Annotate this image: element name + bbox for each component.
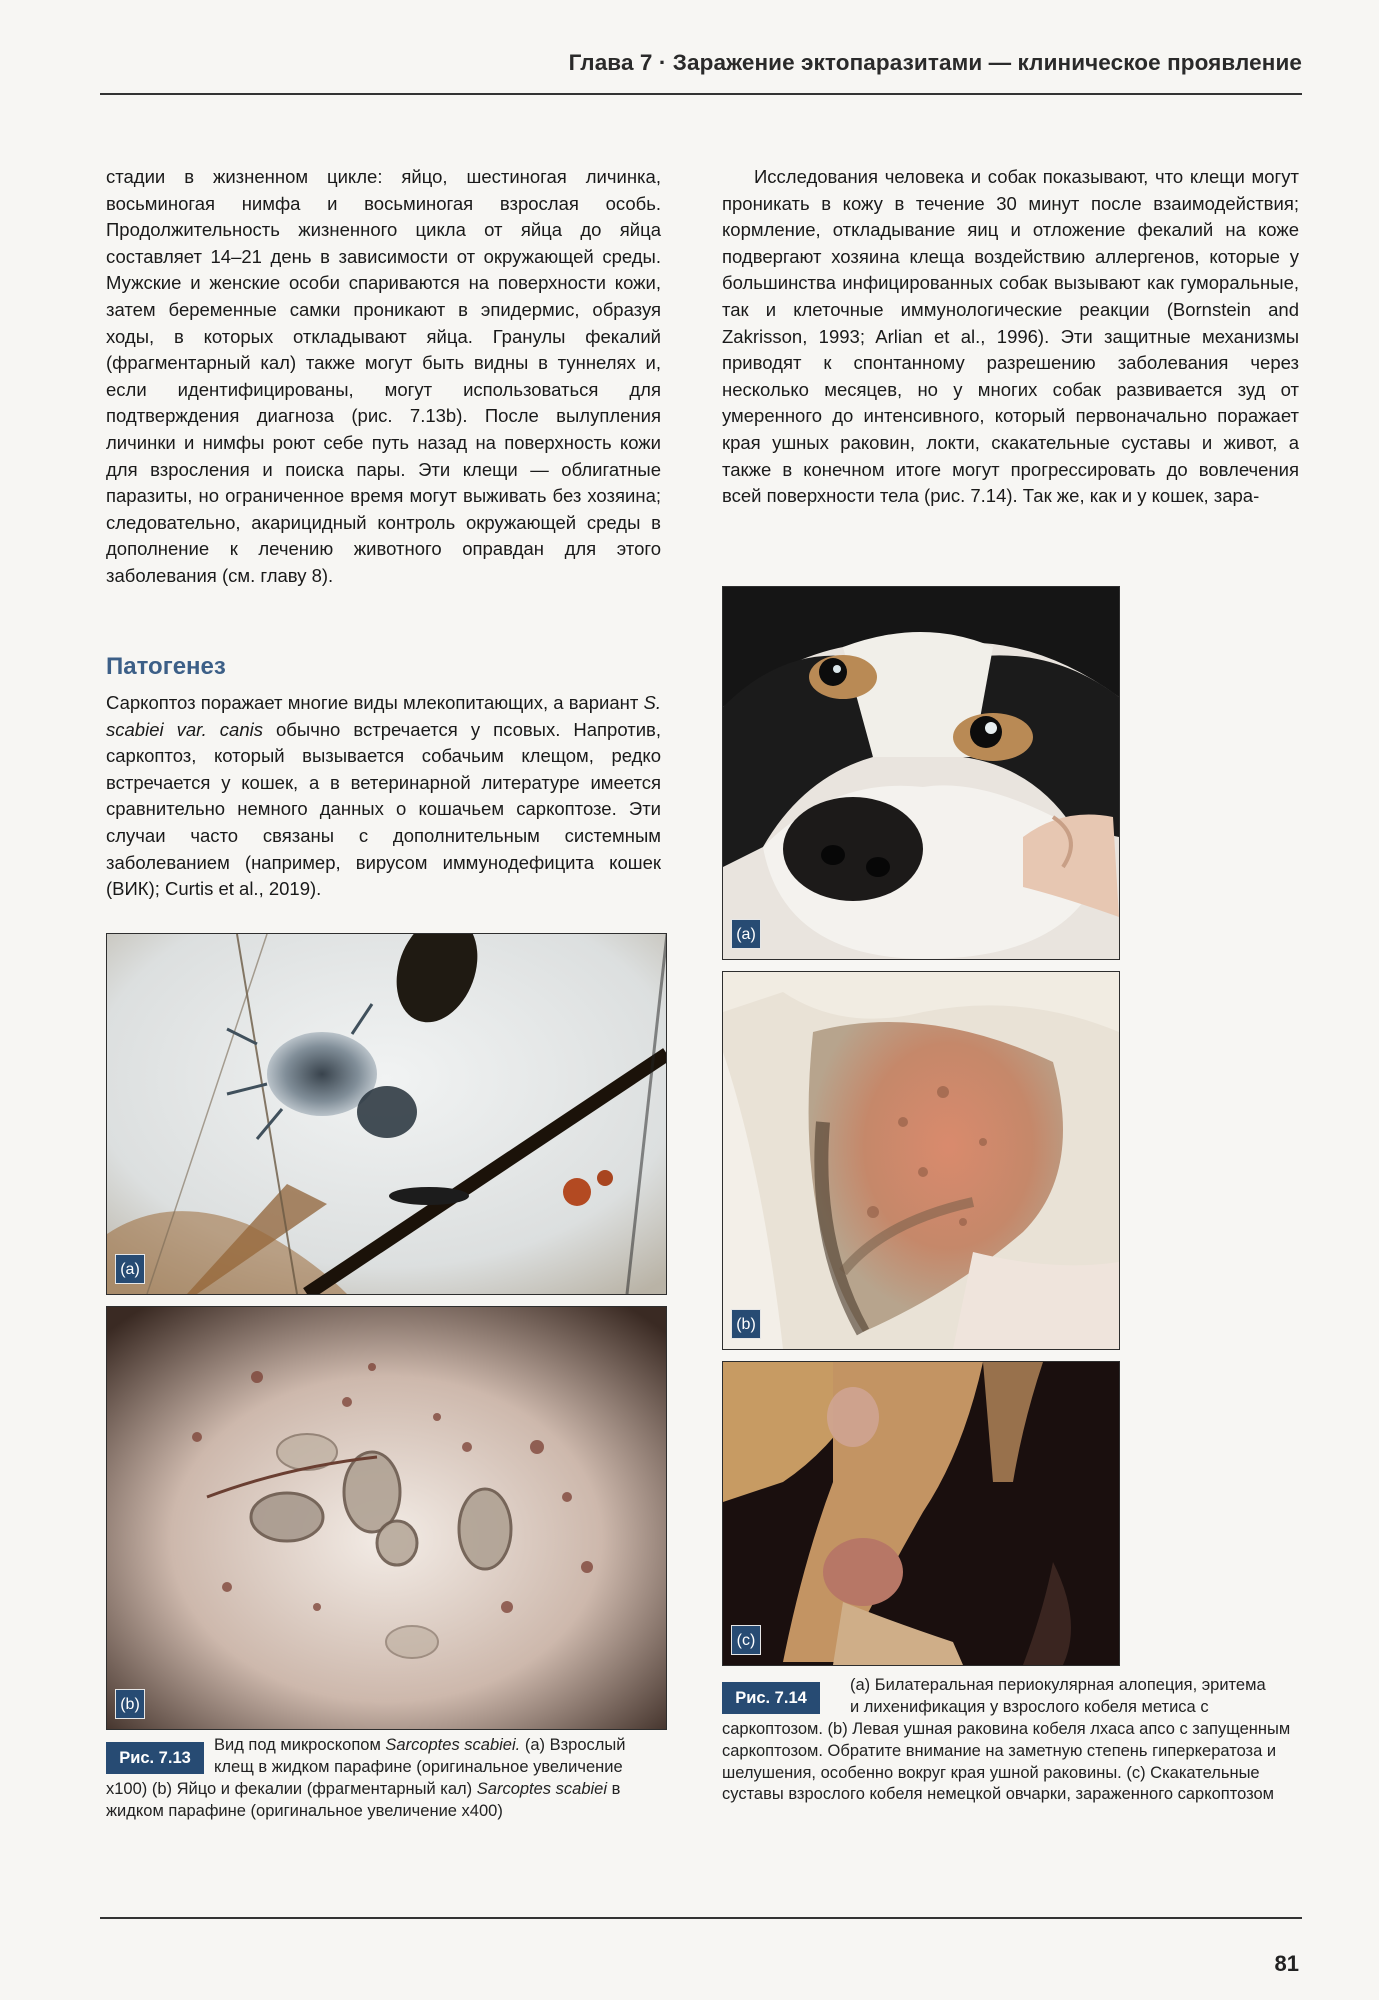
- left-paragraph-2: [106, 690, 661, 903]
- ear-pinna-photo: [723, 972, 1119, 1349]
- para2-text-a: Саркоптоз поражает многие виды млекопитающих, а вариант: [106, 692, 644, 713]
- fig-7-13-caption-line-4: жидком парафине (оригинальное увеличение x400): [106, 1802, 503, 1820]
- mite-micrograph: [107, 934, 666, 1294]
- cap13-t1: Вид под микроскопом: [214, 1736, 386, 1754]
- fig-7-14a-label: (a): [731, 919, 761, 949]
- fig-7-13-badge: Рис. 7.13: [106, 1742, 204, 1774]
- fig-7-14a-photo: [722, 586, 1120, 960]
- fig-7-13-caption-line-3: [106, 1780, 620, 1799]
- fig-7-13a-photo: [106, 933, 667, 1295]
- header-rule: [100, 93, 1302, 95]
- right-paragraph-1: Исследования человека и собак показывают, что клещи могут проникать в кожу в течение 30 минут после взаимодействия; кормление, откладывание яиц и отложение фекалий на коже подвергают хозяина клеща воздействию аллергенов, которые у большинства инфицированных собак вызывают как гуморальные, так и клеточные иммунологические реакции (Bornstein and Zakrisson, 1993; Arlian et al., 1996). Эти защитные механизмы приводят к спонтанному разрешению заболевания через несколько месяцев, но у многих собак развивается зуд от умеренного до интенсивного, который первоначально поражает края ушных раковин, локти, скакательные суставы и живот, а также в конечном итоге могут прогрессировать до вовлечения всей поверхности тела (рис. 7.14). Так же, как и у кошек, зара-: [722, 166, 1299, 507]
- fig-7-14b-photo: [722, 971, 1120, 1350]
- cap13-t4: x100) (b) Яйцо и фекалии (фрагментарный кал): [106, 1780, 477, 1798]
- egg-micrograph: [107, 1307, 666, 1729]
- running-header: Глава 7 · Заражение эктопаразитами — клиническое проявление: [568, 50, 1302, 75]
- left-column-text-2: [106, 690, 661, 903]
- fig-7-14-caption-rest: саркоптозом. (b) Левая ушная раковина кобеля лхаса апсо с запущенным саркоптозом. Обратите внимание на заметную степень гиперкератоза и шелушения, особенно вокруг края ушной раковины. (c) Скакательные суставы взрослого кобеля немецкой овчарки, зараженного саркоптозом: [722, 1720, 1291, 1804]
- page-number: 81: [1274, 1951, 1299, 1976]
- fig-7-13a-label: (a): [115, 1254, 145, 1284]
- fig-7-14b-label: (b): [731, 1309, 761, 1339]
- para2-text-b: обычно встречается у псовых. Напротив, саркоптоз, который вызывается собачьим клещом, редко встречается у кошек, а в ветеринарной литературе имеется сравнительно немного данных о кошачьем саркоптозе. Эти случаи часто связаны с дополнительным системным заболеванием (например, вирусом иммунодефицита кошек (ВИК); Curtis et al., 2019).: [106, 718, 662, 900]
- footer-rule: [100, 1917, 1302, 1919]
- cap13-t2: (a) Взрослый: [520, 1736, 626, 1754]
- right-column-text: [722, 164, 1299, 510]
- left-paragraph-1: стадии в жизненном цикле: яйцо, шестиногая личинка, восьминогая нимфа и восьминогая взрослая особь. Продолжительность жизненного цикла от яйца до яйца составляет 14–21 день в зависимости от окружающей среды. Мужские и женские особи спариваются на поверхности кожи, затем беременные самки проникают в эпидермис, образуя ходы, в которых откладывают яйца. Гранулы фекалий (фрагментарный кал) также могут быть видны в туннелях и, если идентифицированы, могут использоваться для подтверждения диагноза (рис. 7.13b). После вылупления личинки и нимфы роют себе путь назад на поверхность кожи для взросления и поиска пары. Эти клещи — облигатные паразиты, но ограниченное время могут выживать без хозяина; следовательно, акарицидный контроль окружающей среды в дополнение к лечению животного оправдан для этого заболевания (см. главу 8).: [106, 166, 661, 586]
- left-column-text: [106, 164, 661, 590]
- fig-7-14-caption-line-1: (a) Билатеральная периокулярная алопеция, эритема: [850, 1676, 1266, 1694]
- fig-7-14-caption-line-2: и лихенификация у взрослого кобеля метиса с: [850, 1698, 1209, 1716]
- fig-7-13b-label: (b): [115, 1689, 145, 1719]
- cap13-species-2: Sarcoptes scabiei: [476, 1780, 608, 1798]
- fig-7-14c-label: (c): [731, 1625, 761, 1655]
- cap13-t5: в: [607, 1780, 621, 1798]
- fig-7-13-caption-line-1: [214, 1736, 625, 1755]
- dog-face-photo: [723, 587, 1119, 959]
- fig-7-13-caption-line-2: клещ в жидком парафине (оригинальное увеличение: [214, 1758, 623, 1776]
- fig-7-14-badge: Рис. 7.14: [722, 1682, 820, 1714]
- cap13-species-1: Sarcoptes scabiei.: [385, 1736, 521, 1754]
- fig-7-13b-photo: [106, 1306, 667, 1730]
- fig-7-14c-photo: [722, 1361, 1120, 1666]
- hock-photo: [723, 1362, 1119, 1665]
- section-heading-pathogenesis: Патогенез: [106, 653, 226, 680]
- species-name: S. scabiei var. canis: [106, 692, 661, 740]
